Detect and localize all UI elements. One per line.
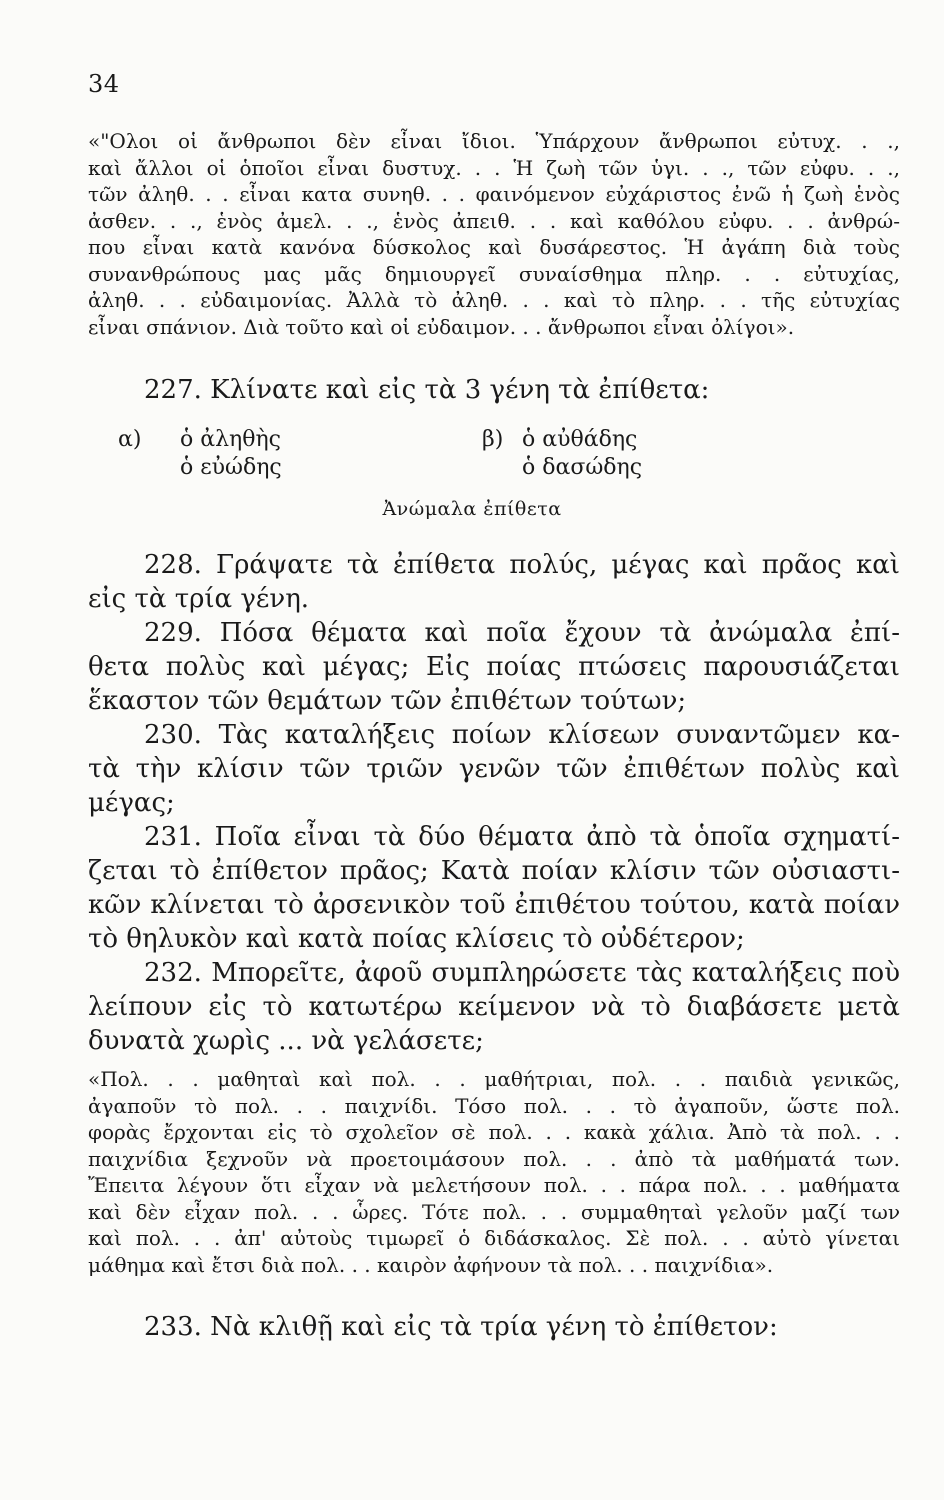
exercise-line: 228. Γράψατε τὰ ἐπίθετα πολύς, μέγας καὶ πρᾶος καὶ xyxy=(144,550,900,580)
exercise-line: εἰς τὰ τρία γένη. xyxy=(88,584,310,614)
adjective-a2: ὁ εὐώδης xyxy=(180,455,282,480)
adjective-a-label: α) xyxy=(118,427,142,452)
exercise-line: δυνατὰ χωρὶς ... νὰ γελάσετε; xyxy=(88,1026,484,1056)
exercise-line: κῶν κλίνεται τὸ ἀρσενικὸν τοῦ ἐπιθέτου τούτου, κατὰ ποίαν xyxy=(88,890,900,920)
exercise-line: ἕκαστον τῶν θεμάτων τῶν ἐπιθέτων τούτων; xyxy=(88,686,687,716)
exercise-line: τὸ θηλυκὸν καὶ κατὰ ποίας κλίσεις τὸ οὐδέτερον; xyxy=(88,924,745,954)
exercise-line: 229. Πόσα θέματα καὶ ποῖα ἔχουν τὰ ἀνώμαλα ἐπί- xyxy=(144,618,900,648)
exercise-line: μέγας; xyxy=(88,788,175,818)
quote2-line: Ἔπειτα λέγουν ὅτι εἶχαν νὰ μελετήσουν πολ. . . πάρα πολ. . . μαθήματα xyxy=(88,1173,900,1197)
exercise-229 xyxy=(88,616,900,718)
exercise-line: 230. Τὰς καταλήξεις ποίων κλίσεων συναντῶμεν κα- xyxy=(144,720,900,750)
quote-paragraph-1 xyxy=(88,128,900,340)
quote1-line: καὶ ἄλλοι οἱ ὁποῖοι εἶναι δυστυχ. . . Ἡ ζωὴ τῶν ὑγι. . ., τῶν εὐφυ. . ., xyxy=(88,155,900,180)
exercise-line: θετα πολὺς καὶ μέγας; Εἰς ποίας πτώσεις παρουσιάζεται xyxy=(88,652,900,682)
exercise-233-text: 233. Νὰ κλιθῇ καὶ εἰς τὰ τρία γένη τὸ ἐπίθετον: xyxy=(144,1312,778,1342)
quote2-line: μάθημα καὶ ἔτσι διὰ πολ. . . καιρὸν ἀφήνουν τὰ πολ. . . παιχνίδια». xyxy=(88,1252,774,1277)
quote1-line: «"Ολοι οἱ ἄνθρωποι δὲν εἶναι ἴδιοι. Ὑπάρχουν ἄνθρωποι εὐτυχ. . ., xyxy=(88,129,900,153)
exercise-line: ζεται τὸ ἐπίθετον πρᾶος; Κατὰ ποίαν κλίσιν τῶν οὐσιαστι- xyxy=(88,856,900,886)
exercise-231 xyxy=(88,820,900,956)
exercise-227-text: 227. Κλίνατε καὶ εἰς τὰ 3 γένη τὰ ἐπίθετα: xyxy=(144,375,710,405)
quote1-line: τῶν ἀληθ. . . εἶναι κατα συνηθ. . . φαινόμενον εὐχάριστος ἐνῶ ἡ ζωὴ ἑνὸς xyxy=(88,182,900,206)
exercise-233 xyxy=(88,1310,900,1344)
quote2-line: ἀγαποῦν τὸ πολ. . . παιχνίδι. Τόσο πολ. . . τὸ ἀγαποῦν, ὥστε πολ. xyxy=(88,1093,900,1118)
exercise-227 xyxy=(88,373,900,407)
quote1-line: εἶναι σπάνιον. Διὰ τοῦτο καὶ οἱ εὐδαιμον. . . ἄνθρωποι εἶναι ὀλίγοι». xyxy=(88,314,795,339)
exercise-line: 231. Ποῖα εἶναι τὰ δύο θέματα ἀπὸ τὰ ὁποῖα σχηματί- xyxy=(144,822,900,852)
quote1-line: ἀσθεν. . ., ἑνὸς ἀμελ. . ., ἑνὸς ἀπειθ. . . καὶ καθόλου εὐφυ. . . ἀνθρώ- xyxy=(88,208,900,233)
quote2-line: φορὰς ἔρχονται εἰς τὸ σχολεῖον σὲ πολ. . . κακὰ χάλια. Ἀπὸ τὰ πολ. . . xyxy=(88,1120,900,1144)
quote1-line: ἀληθ. . . εὐδαιμονίας. Ἀλλὰ τὸ ἀληθ. . . καὶ τὸ πληρ. . . τῆς εὐτυχίας xyxy=(88,288,900,312)
quote2-line: παιχνίδια ξεχνοῦν νὰ προετοιμάσουν πολ. . . ἀπὸ τὰ μαθήματά των. xyxy=(88,1146,900,1171)
quote2-line: «Πολ. . . μαθηταὶ καὶ πολ. . . μαθήτριαι, πολ. . . παιδιὰ γενικῶς, xyxy=(88,1067,900,1091)
quote-paragraph-2 xyxy=(88,1066,900,1278)
quote1-line: που εἶναι κατὰ κανόνα δύσκολος καὶ δυσάρεστος. Ἡ ἀγάπη διὰ τοὺς xyxy=(88,235,900,259)
exercise-232 xyxy=(88,956,900,1058)
exercise-line: τὰ τὴν κλίσιν τῶν τριῶν γενῶν τῶν ἐπιθέτων πολὺς καὶ xyxy=(88,754,900,784)
exercise-line: λείπουν εἰς τὸ κατωτέρω κείμενον νὰ τὸ διαβάσετε μετὰ xyxy=(88,992,900,1022)
exercise-228 xyxy=(88,548,900,616)
adjective-b2: ὁ δασώδης xyxy=(522,455,643,480)
quote2-line: καὶ δὲν εἶχαν πολ. . . ὧρες. Τότε πολ. . . συμμαθηταὶ γελοῦν μαζί των xyxy=(88,1199,900,1224)
section-subheading: Ἀνώμαλα ἐπίθετα xyxy=(382,498,562,520)
adjective-a1: ὁ ἀληθὴς xyxy=(180,427,281,452)
quote2-line: καὶ πολ. . . ἀπ' αὐτοὺς τιμωρεῖ ὁ διδάσκαλος. Σὲ πολ. . . αὐτὸ γίνεται xyxy=(88,1226,900,1250)
exercise-230 xyxy=(88,718,900,820)
quote1-line: συνανθρώπους μας μᾶς δημιουργεῖ συναίσθημα πληρ. . . εὐτυχίας, xyxy=(88,261,900,286)
page-number: 34 xyxy=(88,70,120,98)
exercise-line: 232. Μπορεῖτε, ἀφοῦ συμπληρώσετε τὰς καταλήξεις ποὺ xyxy=(144,958,900,988)
adjective-b-label: β) xyxy=(482,427,504,452)
adjective-b1: ὁ αὐθάδης xyxy=(522,427,638,452)
